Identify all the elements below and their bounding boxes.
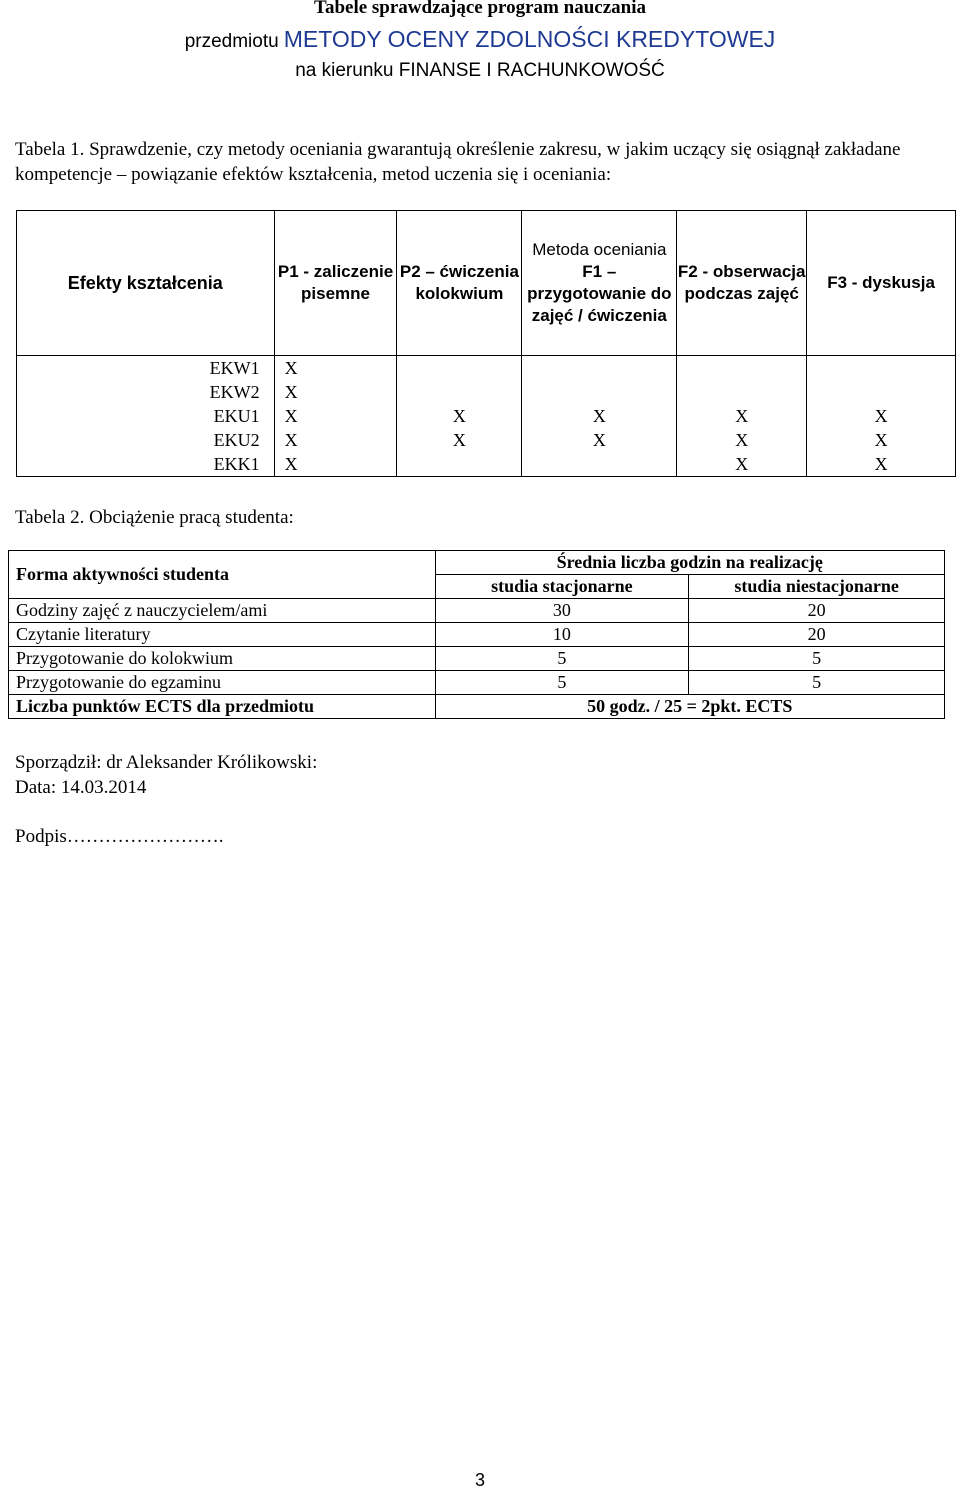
- f1-cell: [522, 356, 677, 381]
- p1-cell: X: [274, 356, 397, 381]
- part-time-cell: 20: [689, 599, 945, 623]
- f2-cell: X: [677, 452, 807, 477]
- table2-caption: Tabela 2. Obciążenie pracą studenta:: [15, 507, 294, 528]
- header-activity: Forma aktywności studenta: [9, 551, 436, 599]
- part-time-cell: 20: [689, 623, 945, 647]
- table2-header-row: [9, 551, 945, 575]
- part-time-cell: 5: [689, 671, 945, 695]
- table-row: [17, 452, 956, 477]
- subject-name: METODY OCENY ZDOLNOŚCI KREDYTOWEJ: [283, 26, 776, 52]
- subject-prefix: przedmiotu: [184, 31, 279, 52]
- table-row: [17, 356, 956, 381]
- p1-cell: X: [274, 404, 397, 428]
- date-line: Data: 14.03.2014: [15, 777, 147, 798]
- header-f2: F2 - obserwacja podczas zajęć: [677, 211, 807, 356]
- header-part-time: studia niestacjonarne: [689, 575, 945, 599]
- doc-subject-line: [0, 26, 960, 53]
- p1-cell: X: [274, 428, 397, 452]
- page-number: 3: [474, 1470, 485, 1490]
- assessment-methods-table: [16, 210, 956, 477]
- f3-cell: X: [807, 428, 956, 452]
- p2-cell: [397, 380, 522, 404]
- doc-title: Tabele sprawdzające program nauczania: [314, 0, 646, 18]
- p2-cell: [397, 356, 522, 381]
- header-p1: P1 - zaliczenie pisemne: [274, 211, 397, 356]
- workload-table: [8, 550, 945, 719]
- table1-header-row: [17, 211, 956, 356]
- f2-cell: [677, 356, 807, 381]
- ects-value: 50 godz. / 25 = 2pkt. ECTS: [435, 695, 945, 719]
- p2-cell: X: [397, 404, 522, 428]
- full-time-cell: 5: [435, 647, 689, 671]
- f3-cell: [807, 380, 956, 404]
- activity-cell: Przygotowanie do kolokwium: [9, 647, 436, 671]
- effect-cell: EKW2: [17, 380, 275, 404]
- table-row: [9, 647, 945, 671]
- f2-cell: X: [677, 404, 807, 428]
- f2-cell: X: [677, 428, 807, 452]
- f2-cell: [677, 380, 807, 404]
- effect-cell: EKU1: [17, 404, 275, 428]
- p1-cell: X: [274, 452, 397, 477]
- header-hours-group: Średnia liczba godzin na realizację: [435, 551, 945, 575]
- activity-cell: Czytanie literatury: [9, 623, 436, 647]
- ects-label: Liczba punktów ECTS dla przedmiotu: [9, 695, 436, 719]
- f3-cell: X: [807, 452, 956, 477]
- p1-cell: X: [274, 380, 397, 404]
- p2-cell: [397, 452, 522, 477]
- effect-cell: EKW1: [17, 356, 275, 381]
- header-p2: P2 – ćwiczenia kolokwium: [397, 211, 522, 356]
- activity-cell: Przygotowanie do egzaminu: [9, 671, 436, 695]
- effect-cell: EKK1: [17, 452, 275, 477]
- table-row: [17, 380, 956, 404]
- f1-cell: [522, 380, 677, 404]
- full-time-cell: 30: [435, 599, 689, 623]
- table-row: [9, 599, 945, 623]
- table1-caption: Tabela 1. Sprawdzenie, czy metody oceniania gwarantują określenie zakresu, w jakim uczący się osiągnął zakładane kompetencje – powiązanie efektów kształcenia, metod uczenia się i oceniania:: [15, 139, 901, 185]
- header-full-time: studia stacjonarne: [435, 575, 689, 599]
- f1-cell: [522, 452, 677, 477]
- table-row: [17, 428, 956, 452]
- signature-line: Podpis…………………….: [15, 826, 224, 847]
- f1-cell: X: [522, 428, 677, 452]
- header-f1: [522, 211, 677, 356]
- doc-major: na kierunku FINANSE I RACHUNKOWOŚĆ: [295, 60, 665, 81]
- f1-cell: X: [522, 404, 677, 428]
- ects-row: [9, 695, 945, 719]
- header-f1-label: F1 – przygotowanie do zajęć / ćwiczenia: [527, 262, 672, 325]
- full-time-cell: 5: [435, 671, 689, 695]
- full-time-cell: 10: [435, 623, 689, 647]
- p2-cell: X: [397, 428, 522, 452]
- table-row: [9, 671, 945, 695]
- header-f3: F3 - dyskusja: [807, 211, 956, 356]
- header-effects: Efekty kształcenia: [17, 211, 275, 356]
- part-time-cell: 5: [689, 647, 945, 671]
- f3-cell: X: [807, 404, 956, 428]
- f3-cell: [807, 356, 956, 381]
- activity-cell: Godziny zajęć z nauczycielem/ami: [9, 599, 436, 623]
- table-row: [17, 404, 956, 428]
- author-line: Sporządził: dr Aleksander Królikowski:: [15, 752, 318, 773]
- table-row: [9, 623, 945, 647]
- header-method-group: Metoda oceniania: [532, 240, 667, 259]
- effect-cell: EKU2: [17, 428, 275, 452]
